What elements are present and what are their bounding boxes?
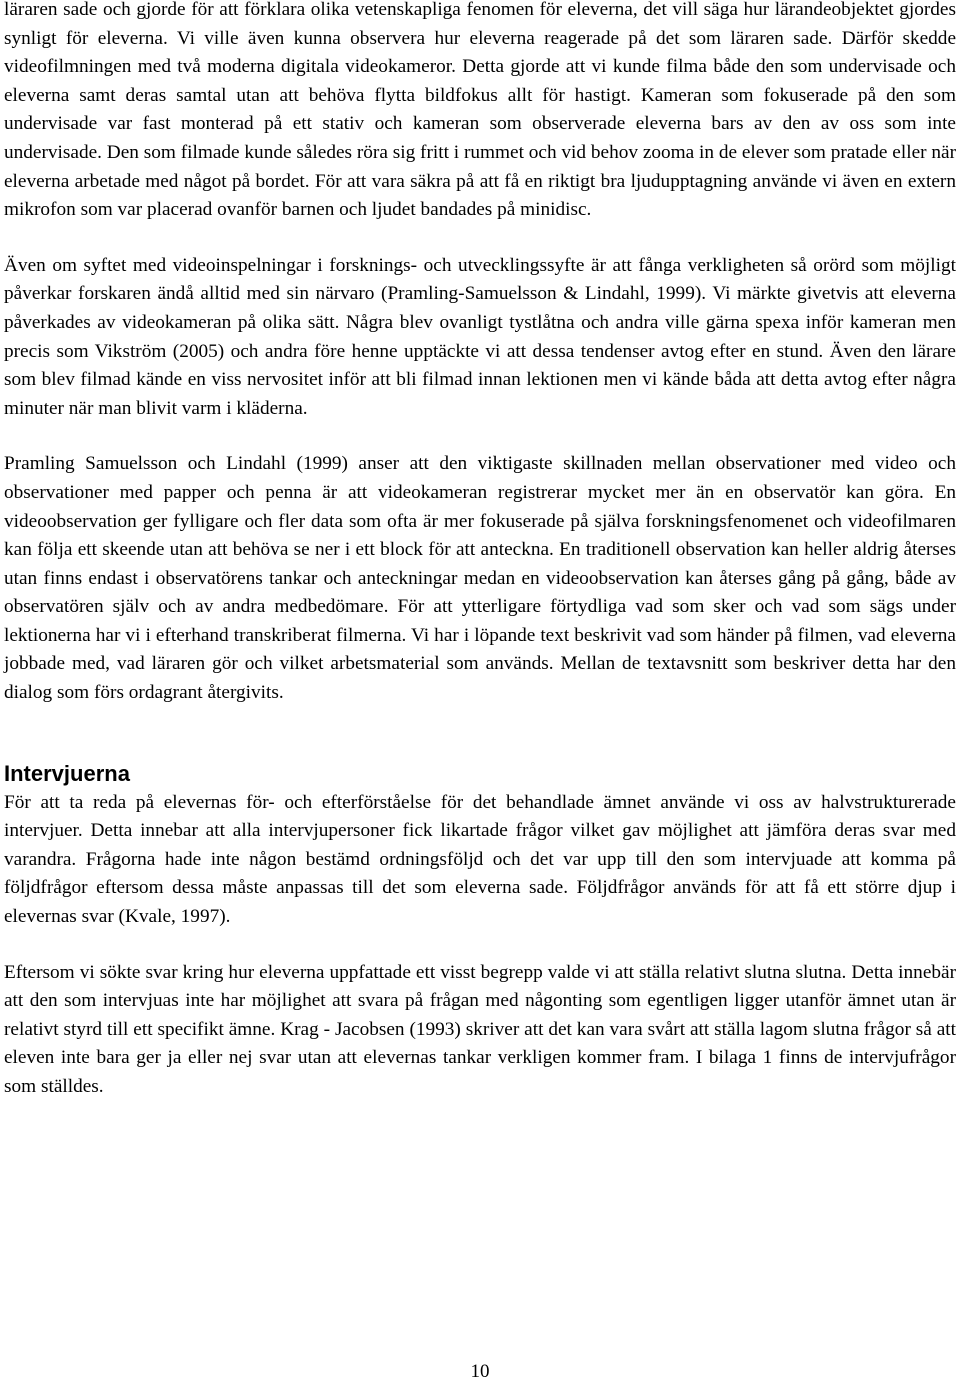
page-number: 10 xyxy=(470,1361,490,1382)
paragraph-video-vs-paper: Pramling Samuelsson och Lindahl (1999) anser att den viktigaste skillnaden mellan observationer med video och observationer med papper och penna är att videokameran registrerar mycket mer än en observatör kan göra. En videoobservation ger fylligare och fler data som ofta är mer fokuserade på själva forskningsfenomenet och videofilmaren kan följa ett skeende utan att behöva se ner i ett block för att anteckna. En traditionell observation kan heller aldrig återses utan finns endast i observatörens tankar och anteckningar medan en videoobservation kan återses gång på gång, både av observatören själv och av andra medbedömare. För att ytterligare förtydliga vad som sker och vad som sägs under lektionerna har vi i efterhand transkriberat filmerna. Vi har i löpande text beskrivit vad som händer på filmen, vad eleverna jobbade med, vad läraren gör och vilket arbetsmaterial som används. Mellan de textavsnitt som beskriver detta har den dialog som förs ordagrant återgivits. xyxy=(4,453,956,704)
paragraph-video-recording: läraren sade och gjorde för att förklara olika vetenskapliga fenomen för eleverna, det vill säga hur lärandeobjektet gjordes synligt för eleverna. Vi ville även kunna observera hur eleverna reagerade på det som läraren sade. Därför skedde videofilmningen med två moderna digitala videokameror. Detta gjorde att vi kunde filma både den som undervisade och eleverna samt deras samtal utan att behöva flytta bildfokus allt för hastigt. Kameran som fokuserade på den som undervisade var fast monterad på ett stativ och kameran som observerade eleverna bars av den av oss som inte undervisade. Den som filmade kunde således röra sig fritt i rummet och vid behov zooma in de elever som pratade eller när eleverna arbetade med något på bordet. För att vara säkra på att få en riktigt bra ljudupptagning använde vi även en extern mikrofon som var placerad ovanför barnen och ljudet bandades på minidisc. xyxy=(4,0,956,221)
paragraph-semi-structured-interviews: För att ta reda på elevernas för- och efterförståelse för det behandlade ämnet använde vi oss av halvstrukturerade intervjuer. Detta innebar att alla intervjupersoner fick likartade frågor vilket gav möjlighet att jämföra deras svar med varandra. Frågorna hade inte någon bestämd ordningsföljd och det var upp till den som intervjuade att komma på följdfrågor eftersom dessa måste anpassas till det som eleverna sade. Följdfrågor används för att få ett större djup i elevernas svar (Kvale, 1997). xyxy=(4,791,956,928)
paragraph-researcher-influence: Även om syftet med videoinspelningar i forsknings- och utvecklingssyfte är att fånga verkligheten så orörd som möjligt påverkar forskaren ändå alltid med sin närvaro (Pramling-Samuelsson & Lindahl, 1999). Vi märkte givetvis att eleverna påverkades av videokameran på olika sätt. Några blev ovanligt tystlåtna och andra ville gärna spexa inför kameran men precis som Vikström (2005) och andra före henne upptäckte vi att dessa tendenser avtog efter en stund. Även den lärare som blev filmad kände en viss nervositet inför att bli filmad innan lektionen men vi kände båda att detta avtog efter några minuter när man blivit varm i kläderna. xyxy=(4,254,956,419)
paragraph-closed-questions: Eftersom vi sökte svar kring hur eleverna uppfattade ett visst begrepp valde vi att ställa relativt slutna slutna. Detta innebär att den som intervjuas inte har möjlighet att svara på frågan med någonting som egentligen ligger utanför ämnet utan är relativt styrd till ett specifikt ämne. Krag - Jacobsen (1993) skriver att det kan vara svårt att ställa lagom slutna frågor så att eleven inte bara ger ja eller nej svar utan att elevernas tankar verkligen kommer fram. I bilaga 1 finns de intervjufrågor som ställdes. xyxy=(4,961,956,1097)
section-heading-intervjuerna: Intervjuerna xyxy=(4,760,130,786)
